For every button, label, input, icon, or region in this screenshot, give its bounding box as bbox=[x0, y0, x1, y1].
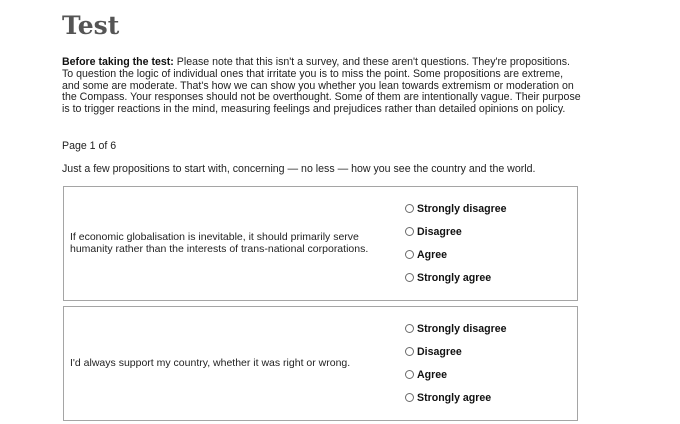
option-label[interactable]: Strongly agree bbox=[417, 271, 492, 284]
intro-text: Please note that this isn't a survey, and these aren't questions. They're propositions. To question the logic of individual ones that irritate you is to miss the point. Some propositions are extreme, and some are moderate. That's how we can show you whether you lean towards extremism or moderation on the Compass. Your responses should not be overthought. Some of them are intentionally vague. Their purpose is to trigger reactions in the mind, measuring feelings and prejudices rather than detailed opinions on policy. bbox=[62, 56, 581, 116]
radio-button[interactable] bbox=[405, 204, 414, 213]
option-label[interactable]: Strongly disagree bbox=[417, 322, 507, 335]
radio-button[interactable] bbox=[405, 273, 414, 282]
option-strongly-disagree[interactable] bbox=[405, 317, 575, 340]
option-strongly-disagree[interactable] bbox=[405, 197, 575, 220]
answer-options bbox=[405, 317, 575, 409]
intro-paragraph bbox=[62, 57, 582, 116]
option-label[interactable]: Agree bbox=[417, 368, 448, 381]
page-indicator: Page 1 of 6 bbox=[62, 140, 117, 152]
intro-bold-label: Before taking the test: bbox=[62, 56, 174, 68]
radio-button[interactable] bbox=[405, 347, 414, 356]
question-text: If economic globalisation is inevitable, it should primarily serve humanity rather than the interests of trans-national corporations. bbox=[70, 230, 369, 255]
option-strongly-agree[interactable] bbox=[405, 386, 575, 409]
option-label[interactable]: Disagree bbox=[417, 345, 462, 358]
radio-button[interactable] bbox=[405, 370, 414, 379]
option-strongly-agree[interactable] bbox=[405, 266, 575, 289]
radio-button[interactable] bbox=[405, 324, 414, 333]
section-lead-text: Just a few propositions to start with, concerning — no less — how you see the country and the world. bbox=[62, 163, 536, 175]
radio-button[interactable] bbox=[405, 227, 414, 236]
option-disagree[interactable] bbox=[405, 340, 575, 363]
page-title: Test bbox=[62, 11, 120, 40]
question-text: I'd always support my country, whether it was right or wrong. bbox=[70, 356, 351, 369]
question-card-2 bbox=[63, 306, 578, 421]
radio-button[interactable] bbox=[405, 250, 414, 259]
option-agree[interactable] bbox=[405, 243, 575, 266]
question-card-1 bbox=[63, 186, 578, 301]
option-label[interactable]: Disagree bbox=[417, 225, 462, 238]
option-label[interactable]: Strongly disagree bbox=[417, 202, 507, 215]
option-agree[interactable] bbox=[405, 363, 575, 386]
option-disagree[interactable] bbox=[405, 220, 575, 243]
radio-button[interactable] bbox=[405, 393, 414, 402]
option-label[interactable]: Agree bbox=[417, 248, 448, 261]
answer-options bbox=[405, 197, 575, 289]
option-label[interactable]: Strongly agree bbox=[417, 391, 492, 404]
